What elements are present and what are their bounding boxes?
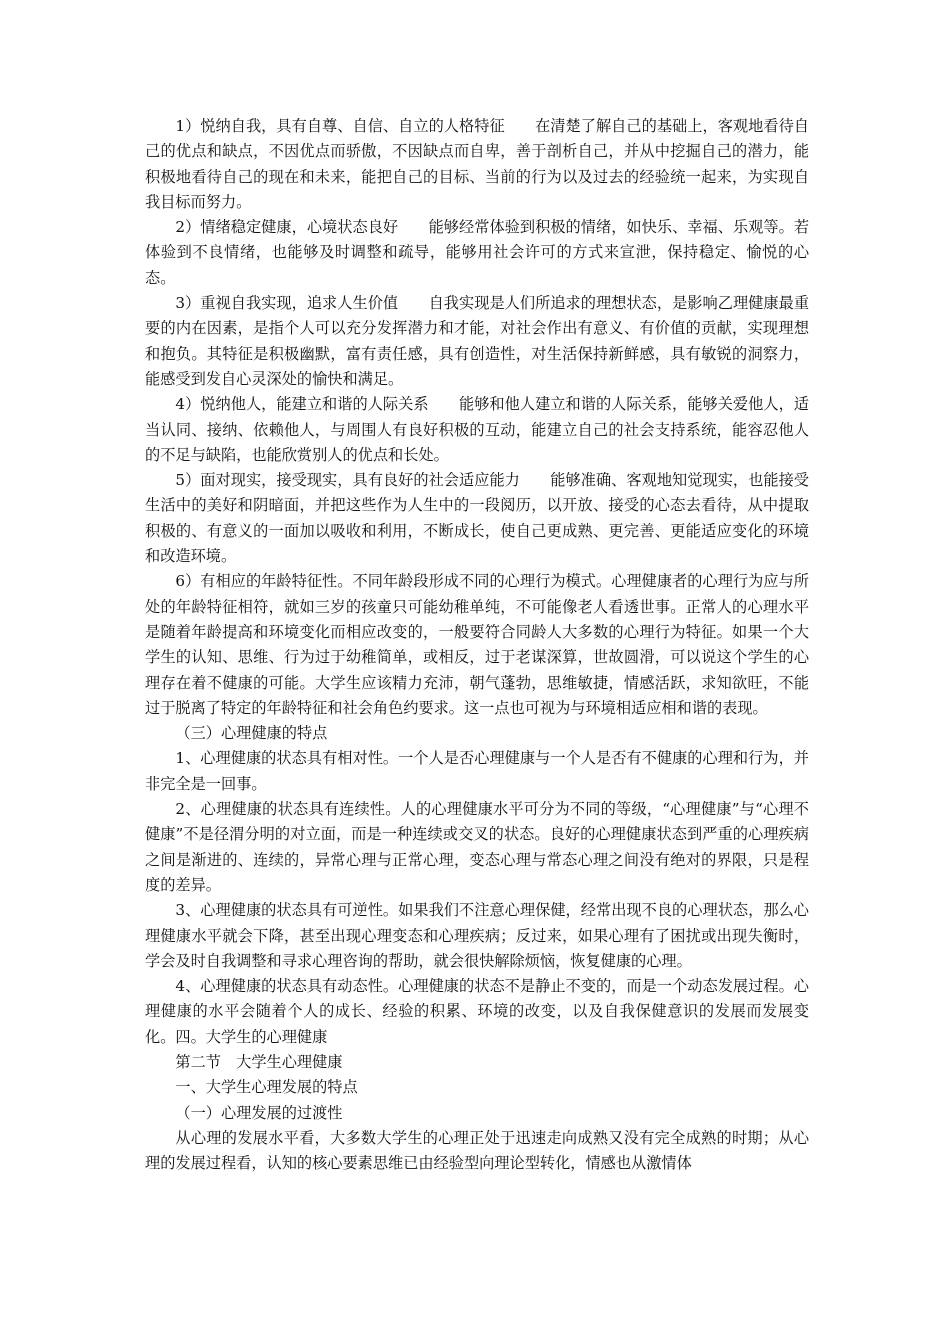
paragraph-2-body: 能够经常体验到积极的情绪，如快乐、幸福、乐观等。若体验到不良情绪，也能够及时调整和疏导，能够用社会许可的方式来宣泄，保持稳定、愉悦的心态。 — [145, 218, 810, 287]
paragraph-5-body: 能够准确、客观地知觉现实，也能接受生活中的美好和阴暗面，并把这些作为人生中的一段阅历，以开放、接受的心态去看待，从中提取积极的、有意义的一面加以吸收和利用，不断成长，使自己更成熟、更完善、更能适应变化的环境和改造环境。 — [145, 471, 809, 566]
subheading-2: （一）心理发展的过渡性 — [175, 1103, 343, 1122]
paragraph-2 — [145, 215, 809, 291]
document-page — [145, 114, 809, 1176]
chapter-title: 大学生心理健康 — [236, 1052, 343, 1071]
paragraph-11: 从心理的发展水平看，大多数大学生的心理正处于迅速走向成熟又没有完全成熟的时期；从心理的发展过程看，认知的核心要素思维已由经验型向理论型转化，情感也从激情体 — [145, 1128, 809, 1173]
paragraph-1-body: 在清楚了解自己的基础上，客观地看待自己的优点和缺点，不因优点而骄傲，不因缺点而自卑，善于剖析自己，并从中挖掘自己的潜力，能积极地看待自己的现在和未来，能把自己的目标、当前的行为以及过去的经验统一起来，为实现自我目标而努力。 — [145, 117, 809, 211]
paragraph-3 — [145, 291, 809, 392]
paragraph-4-heading: 4）悦纳他人，能建立和谐的人际关系 — [175, 395, 429, 414]
paragraph-6: 6）有相应的年龄特征性。不同年龄段形成不同的心理行为模式。心理健康者的心理行为应与所处的年龄特征相符，就如三岁的孩童只可能幼稚单纯，不可能像老人看透世事。正常人的心理水平是随着年龄提高和环境变化而相应改变的，一般要符合同龄人大多数的心理行为特征。如果一个大学生的认知、思维、行为过于幼稚简单，或相反，过于老谋深算，世故圆滑，可以说这个学生的心理存在着不健康的可能。大学生应该精力充沛，朝气蓬勃，思维敏捷，情感活跃，求知欲旺，不能过于脱离了特定的年龄特征和社会角色约要求。这一点也可视为与环境相适应相和谐的表现。 — [145, 572, 809, 717]
paragraph-1 — [145, 114, 809, 215]
chapter-number: 第二节 — [175, 1052, 221, 1071]
paragraph-5-heading: 5）面对现实，接受现实，具有良好的社会适应能力 — [175, 471, 520, 490]
paragraph-10: 4、心理健康的状态具有动态性。心理健康的状态不是静止不变的，而是一个动态发展过程。心理健康的水平会随着个人的成长、经验的积累、环境的改变，以及自我保健意识的发展而发展变化。四。大学生的心理健康 — [145, 977, 809, 1046]
section-heading-3: （三）心理健康的特点 — [175, 724, 328, 743]
paragraph-5 — [145, 468, 809, 569]
chapter-heading — [145, 1050, 809, 1075]
paragraph-8: 2、心理健康的状态具有连续性。人的心理健康水平可分为不同的等级，“心理健康”与“心理不健康”不是径渭分明的对立面，而是一种连续或交叉的状态。良好的心理健康状态到严重的心理疾病之间是渐进的、连续的，异常心理与正常心理，变态心理与常态心理之间没有绝对的界限，只是程度的差异。 — [145, 800, 809, 894]
paragraph-4-body: 能够和他人建立和谐的人际关系，能够关爱他人，适当认同、接纳、依赖他人，与周围人有良好积极的互动，能建立自己的社会支持系统，能容忍他人的不足与缺陷，也能欣赏别人的优点和长处。 — [145, 395, 809, 464]
paragraph-3-heading: 3）重视自我实现，追求人生价值 — [175, 294, 399, 313]
paragraph-2-heading: 2）情绪稳定健康，心境状态良好 — [175, 218, 399, 237]
paragraph-7: 1、心理健康的状态具有相对性。一个人是否心理健康与一个人是否有不健康的心理和行为，并非完全是一回事。 — [145, 749, 809, 793]
paragraph-1-heading: 1）悦纳自我，具有自尊、自信、自立的人格特征 — [175, 117, 505, 135]
subheading-1: 一、大学生心理发展的特点 — [175, 1078, 358, 1097]
paragraph-4 — [145, 392, 809, 468]
paragraph-3-body: 自我实现是人们所追求的理想状态，是影响乙理健康最重要的内在因素，是指个人可以充分发挥潜力和才能，对社会作出有意义、有价值的贡献，实现理想和抱负。其特征是积极幽默，富有责任感，具有创造性，对生活保持新鲜感，具有敏锐的洞察力，能感受到发自心灵深处的愉快和满足。 — [145, 294, 810, 388]
paragraph-9: 3、心理健康的状态具有可逆性。如果我们不注意心理保健，经常出现不良的心理状态，那么心理健康水平就会下降，甚至出现心理变态和心理疾病；反过来，如果心理有了困扰或出现失衡时，学会及时自我调整和寻求心理咨询的帮助，就会很快解除烦恼，恢复健康的心理。 — [145, 901, 809, 970]
